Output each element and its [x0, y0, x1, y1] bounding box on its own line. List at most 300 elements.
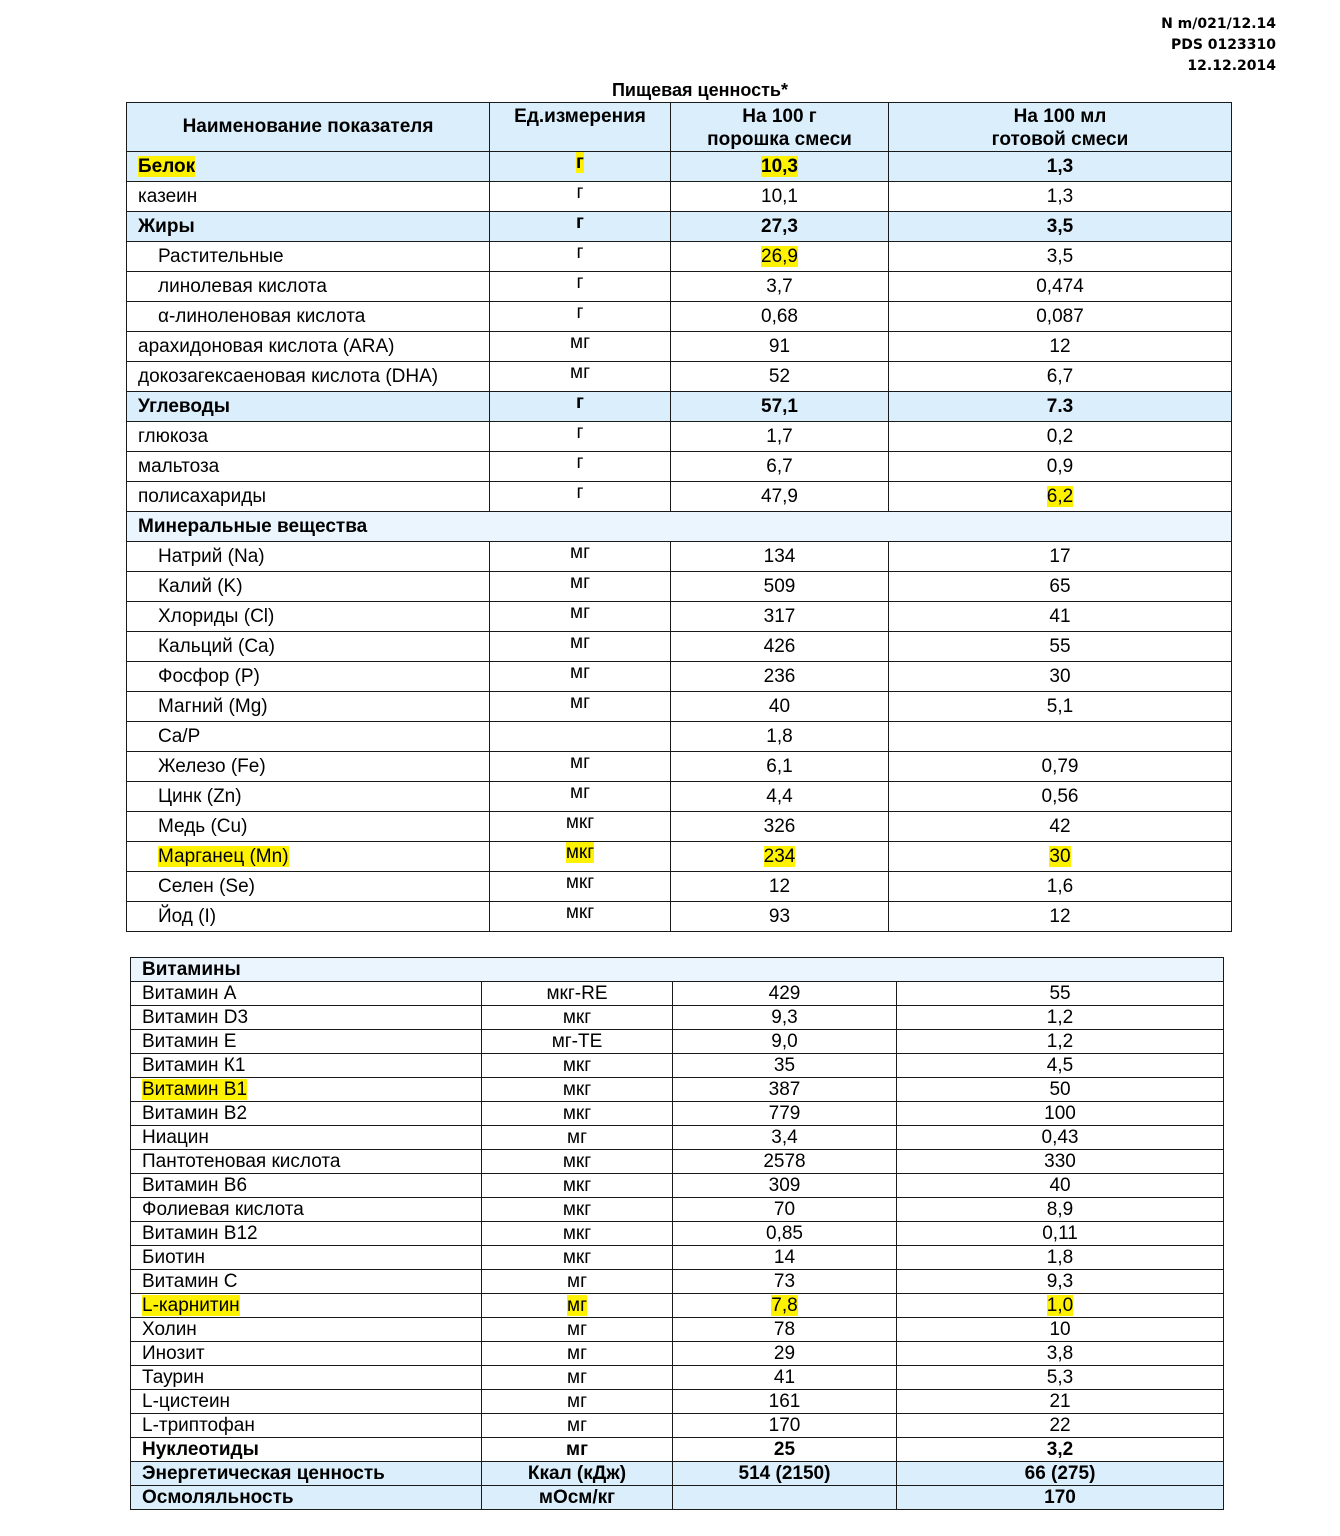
cell-unit — [490, 242, 671, 272]
cell-unit — [490, 782, 671, 812]
cell-unit — [490, 482, 671, 512]
cell-name — [131, 1390, 482, 1414]
table-row — [127, 212, 1232, 242]
cell-per-100ml-text: 3,8 — [1046, 1342, 1074, 1364]
cell-name — [127, 332, 490, 362]
cell-name-text: Йод (I) — [158, 905, 217, 927]
table-row — [127, 272, 1232, 302]
cell-per-100ml — [889, 812, 1232, 842]
cell-per-100g — [673, 1030, 897, 1054]
cell-name-text: Углеводы — [138, 395, 230, 417]
cell-unit — [482, 1486, 673, 1510]
cell-per-100ml-text: 12 — [1049, 905, 1071, 927]
cell-unit-text: мкг — [562, 1102, 592, 1124]
cell-name — [131, 1078, 482, 1102]
cell-per-100g — [671, 212, 889, 242]
cell-per-100ml — [897, 1414, 1224, 1438]
cell-name — [131, 1486, 482, 1510]
cell-per-100g — [671, 332, 889, 362]
cell-per-100ml-text: 0,2 — [1046, 425, 1074, 447]
section-header — [131, 958, 1224, 982]
cell-per-100ml-text: 8,9 — [1046, 1198, 1074, 1220]
cell-per-100ml — [897, 1486, 1224, 1510]
cell-per-100ml — [897, 1270, 1224, 1294]
cell-per-100ml — [889, 242, 1232, 272]
cell-name — [131, 1174, 482, 1198]
cell-name — [131, 1150, 482, 1174]
cell-unit-text: мкг-RE — [546, 982, 608, 1004]
cell-per-100g — [673, 1414, 897, 1438]
cell-unit — [482, 1270, 673, 1294]
cell-unit-text: г — [576, 242, 584, 263]
cell-per-100g-text: 134 — [763, 545, 796, 567]
table-row — [131, 1414, 1224, 1438]
cell-unit-text: мкг — [562, 1006, 592, 1028]
cell-per-100ml-text: 1,3 — [1046, 155, 1074, 177]
table-row — [131, 1270, 1224, 1294]
cell-name — [127, 842, 490, 872]
cell-name — [131, 1198, 482, 1222]
cell-name-text: Таурин — [142, 1366, 205, 1388]
cell-unit-text: мг — [567, 1318, 587, 1340]
cell-unit — [482, 1438, 673, 1462]
cell-name — [131, 1270, 482, 1294]
cell-unit — [490, 692, 671, 722]
cell-per-100g — [673, 1006, 897, 1030]
cell-per-100g — [673, 1318, 897, 1342]
cell-per-100g — [673, 1054, 897, 1078]
table-row — [127, 482, 1232, 512]
cell-per-100ml-text: 30 — [1049, 845, 1071, 867]
cell-name — [131, 1222, 482, 1246]
cell-per-100ml — [889, 272, 1232, 302]
cell-per-100g-text: 27,3 — [761, 215, 798, 237]
cell-per-100g-text: 170 — [768, 1414, 801, 1436]
cell-per-100g — [673, 1366, 897, 1390]
table-row — [131, 1438, 1224, 1462]
cell-unit — [482, 1318, 673, 1342]
cell-name-text: арахидоновая кислота (ARA) — [138, 335, 395, 357]
cell-unit-text: мг — [566, 1438, 588, 1460]
cell-per-100ml — [897, 1174, 1224, 1198]
cell-name — [131, 1438, 482, 1462]
cell-unit-text: мкг — [565, 812, 595, 833]
cell-unit — [490, 152, 671, 182]
cell-name-text: Медь (Cu) — [158, 815, 248, 837]
cell-name-text: мальтоза — [138, 455, 220, 477]
cell-per-100ml — [889, 692, 1232, 722]
cell-unit — [490, 392, 671, 422]
cell-unit — [490, 362, 671, 392]
cell-per-100ml — [889, 422, 1232, 452]
cell-per-100g-text: 4,4 — [766, 785, 793, 807]
table-row — [127, 422, 1232, 452]
cell-per-100g-text: 12 — [768, 875, 791, 897]
table-title: Пищевая ценность* — [611, 80, 789, 100]
table-row — [131, 1222, 1224, 1246]
cell-name — [127, 182, 490, 212]
cell-name — [127, 422, 490, 452]
cell-per-100ml — [889, 392, 1232, 422]
cell-unit — [490, 902, 671, 932]
cell-unit-text: мкг — [562, 1054, 592, 1076]
table-row — [127, 722, 1232, 752]
cell-per-100ml — [889, 452, 1232, 482]
cell-per-100ml — [897, 1366, 1224, 1390]
cell-per-100ml-text: 0,43 — [1041, 1126, 1079, 1148]
cell-per-100ml — [897, 1342, 1224, 1366]
cell-name-text: Марганец (Mn) — [158, 845, 289, 867]
cell-per-100g-text: 47,9 — [761, 485, 798, 507]
cell-per-100g — [673, 1342, 897, 1366]
table-row — [127, 392, 1232, 422]
cell-name — [131, 1318, 482, 1342]
cell-name-text: Витамин D3 — [142, 1006, 249, 1028]
cell-name — [127, 212, 490, 242]
table-row — [127, 782, 1232, 812]
cell-name — [127, 872, 490, 902]
cell-per-100g — [673, 1222, 897, 1246]
cell-per-100g — [671, 752, 889, 782]
cell-name-text: L-цистеин — [142, 1390, 231, 1412]
cell-name-text: Железо (Fe) — [158, 755, 266, 777]
cell-unit — [482, 1006, 673, 1030]
cell-per-100ml-text: 1,3 — [1046, 185, 1074, 207]
section-title: Витамины — [131, 958, 1224, 982]
cell-unit-text: мг — [567, 1414, 587, 1436]
cell-per-100ml — [889, 482, 1232, 512]
cell-name-text: полисахариды — [138, 485, 266, 507]
cell-per-100g — [671, 632, 889, 662]
cell-per-100g-text: 1,7 — [766, 425, 793, 447]
cell-unit — [490, 422, 671, 452]
cell-per-100g-text: 326 — [763, 815, 796, 837]
cell-unit-text: мкг — [565, 872, 595, 893]
table-row — [131, 1366, 1224, 1390]
cell-per-100g-text: 234 — [763, 845, 796, 867]
cell-per-100g-text: 6,1 — [766, 755, 793, 777]
cell-name — [127, 542, 490, 572]
table-row — [131, 1198, 1224, 1222]
cell-unit-text: мг — [570, 572, 590, 593]
cell-name-text: Витамин В2 — [142, 1102, 248, 1124]
cell-name-text: Витамин В12 — [142, 1222, 258, 1244]
table-row — [127, 182, 1232, 212]
cell-per-100ml-text: 5,3 — [1046, 1366, 1074, 1388]
cell-name-text: Кальций (Ca) — [158, 635, 275, 657]
cell-name-text: Белок — [138, 155, 196, 177]
cell-per-100g-text: 14 — [773, 1246, 796, 1268]
cell-name — [131, 1462, 482, 1486]
table-row — [127, 692, 1232, 722]
header-row — [127, 103, 1232, 152]
cell-name — [127, 782, 490, 812]
cell-name — [131, 1102, 482, 1126]
cell-name — [131, 982, 482, 1006]
cell-per-100g-text: 387 — [768, 1078, 801, 1100]
cell-per-100ml-text: 0,56 — [1041, 785, 1079, 807]
cell-per-100g — [673, 1294, 897, 1318]
cell-name-text: Пантотеновая кислота — [142, 1150, 341, 1172]
cell-per-100ml — [897, 1078, 1224, 1102]
table-row — [127, 812, 1232, 842]
cell-unit-text: мкг — [562, 1198, 592, 1220]
cell-name-text: Биотин — [142, 1246, 206, 1268]
cell-per-100ml-text: 22 — [1049, 1414, 1071, 1436]
cell-per-100g-text: 91 — [768, 335, 791, 357]
cell-per-100g-text: 426 — [763, 635, 796, 657]
cell-per-100ml — [889, 752, 1232, 782]
cell-unit-text: мг-ТЕ — [551, 1030, 603, 1052]
cell-per-100g — [671, 692, 889, 722]
cell-per-100g — [673, 1078, 897, 1102]
cell-name — [127, 152, 490, 182]
cell-name — [131, 1294, 482, 1318]
cell-per-100g — [671, 812, 889, 842]
cell-unit — [490, 752, 671, 782]
cell-name-text: Хлориды (Cl) — [158, 605, 275, 627]
cell-unit — [482, 1366, 673, 1390]
cell-per-100g-text: 25 — [773, 1438, 796, 1460]
cell-unit — [490, 572, 671, 602]
cell-unit-text: мг — [570, 782, 590, 803]
cell-unit-text: мг — [567, 1126, 587, 1148]
table-row — [127, 542, 1232, 572]
header-name: Наименование показателя — [127, 103, 490, 152]
cell-name — [127, 242, 490, 272]
cell-unit — [490, 722, 671, 752]
cell-unit — [490, 872, 671, 902]
cell-per-100ml — [889, 722, 1232, 752]
table-row — [131, 1486, 1224, 1510]
cell-name-text: Витамин С — [142, 1270, 238, 1292]
cell-per-100ml — [897, 1246, 1224, 1270]
cell-per-100ml-text: 6,2 — [1046, 485, 1074, 507]
section-title: Минеральные вещества — [127, 512, 1232, 542]
cell-per-100g-text: 3,4 — [771, 1126, 798, 1148]
cell-per-100ml-text: 41 — [1049, 605, 1071, 627]
cell-per-100g-text: 93 — [768, 905, 791, 927]
cell-name — [131, 1054, 482, 1078]
cell-unit — [490, 272, 671, 302]
cell-per-100g — [671, 542, 889, 572]
cell-per-100g-text: 41 — [773, 1366, 796, 1388]
cell-name — [127, 362, 490, 392]
table-row — [127, 332, 1232, 362]
cell-per-100g — [673, 1150, 897, 1174]
cell-name-text: Магний (Mg) — [158, 695, 268, 717]
cell-per-100ml — [889, 872, 1232, 902]
cell-name-text: Нуклеотиды — [142, 1438, 259, 1460]
cell-name-text: Осмоляльность — [142, 1486, 294, 1508]
cell-unit — [482, 982, 673, 1006]
cell-unit-text: мг — [567, 1390, 587, 1412]
cell-per-100g-text: 429 — [768, 982, 801, 1004]
cell-per-100g-text: 509 — [763, 575, 796, 597]
cell-per-100ml-text: 0,474 — [1036, 275, 1084, 297]
cell-unit — [482, 1150, 673, 1174]
cell-per-100ml — [897, 982, 1224, 1006]
cell-per-100ml — [889, 902, 1232, 932]
cell-per-100ml-text: 100 — [1044, 1102, 1076, 1124]
cell-name-text: L-карнитин — [142, 1294, 240, 1316]
cell-name-text: Витамин В1 — [142, 1078, 248, 1100]
cell-name-text: α-линоленовая кислота — [158, 305, 366, 327]
cell-per-100g-text: 26,9 — [761, 245, 798, 267]
cell-unit — [490, 602, 671, 632]
cell-unit-text: Ккал (кДж) — [527, 1462, 627, 1484]
cell-name-text: Витамин К1 — [142, 1054, 246, 1076]
cell-unit — [490, 212, 671, 242]
cell-per-100ml — [897, 1198, 1224, 1222]
cell-name — [127, 662, 490, 692]
cell-unit — [482, 1126, 673, 1150]
table-row — [131, 1030, 1224, 1054]
cell-per-100ml — [897, 1294, 1224, 1318]
table-row — [131, 1102, 1224, 1126]
table-row — [131, 1054, 1224, 1078]
cell-unit — [482, 1390, 673, 1414]
cell-per-100ml — [889, 362, 1232, 392]
cell-per-100g — [673, 1174, 897, 1198]
cell-unit — [482, 1198, 673, 1222]
nutrition-table — [126, 102, 1232, 932]
cell-per-100ml-text: 0,11 — [1042, 1222, 1078, 1244]
cell-name — [127, 392, 490, 422]
cell-unit-text: мг — [570, 662, 590, 683]
cell-per-100ml — [897, 1318, 1224, 1342]
table-row — [127, 662, 1232, 692]
cell-unit — [482, 1414, 673, 1438]
cell-per-100g — [673, 1486, 897, 1510]
table-row — [131, 1006, 1224, 1030]
doc-date: 12.12.2014 — [1187, 58, 1276, 74]
cell-name-text: Фолиевая кислота — [142, 1198, 304, 1220]
cell-unit — [490, 332, 671, 362]
cell-per-100ml-text: 0,79 — [1041, 755, 1079, 777]
cell-per-100ml-text: 4,5 — [1046, 1054, 1074, 1076]
cell-name-text: Холин — [142, 1318, 197, 1340]
doc-number: N m/021/12.14 — [1161, 16, 1276, 32]
cell-per-100ml-text: 1,6 — [1046, 875, 1074, 897]
table-row — [127, 752, 1232, 782]
cell-per-100g — [671, 722, 889, 752]
cell-per-100ml-text: 1,0 — [1046, 1294, 1074, 1316]
cell-per-100ml-text: 3,5 — [1046, 215, 1074, 237]
cell-per-100g — [673, 982, 897, 1006]
cell-per-100ml-text: 9,3 — [1046, 1270, 1074, 1292]
cell-per-100g — [671, 842, 889, 872]
table-row — [131, 1318, 1224, 1342]
cell-name — [127, 602, 490, 632]
cell-per-100ml-text: 1,8 — [1046, 1246, 1074, 1268]
cell-unit-text: г — [576, 422, 584, 443]
section-header — [127, 512, 1232, 542]
cell-per-100g — [671, 272, 889, 302]
cell-per-100ml — [889, 572, 1232, 602]
cell-unit — [490, 842, 671, 872]
table-row — [127, 152, 1232, 182]
cell-per-100g-text: 3,7 — [766, 275, 793, 297]
cell-per-100ml — [889, 302, 1232, 332]
cell-per-100ml — [889, 842, 1232, 872]
cell-name-text: Витамин А — [142, 982, 237, 1004]
cell-per-100g — [671, 392, 889, 422]
cell-name-text: L-триптофан — [142, 1414, 255, 1436]
cell-name — [131, 1246, 482, 1270]
table-row — [131, 1294, 1224, 1318]
cell-per-100ml — [897, 1006, 1224, 1030]
cell-unit-text: мг — [567, 1270, 587, 1292]
table-row — [131, 1246, 1224, 1270]
cell-per-100g — [673, 1126, 897, 1150]
cell-per-100ml — [889, 602, 1232, 632]
cell-per-100ml — [897, 1222, 1224, 1246]
table-row — [131, 1078, 1224, 1102]
cell-per-100g-text: 78 — [773, 1318, 796, 1340]
cell-name-text: Цинк (Zn) — [158, 785, 242, 807]
cell-name — [127, 722, 490, 752]
cell-per-100g — [671, 782, 889, 812]
cell-per-100g-text: 9,3 — [771, 1006, 798, 1028]
cell-per-100ml-text: 55 — [1049, 635, 1071, 657]
cell-per-100g-text: 10,3 — [761, 155, 798, 177]
cell-per-100ml-text: 42 — [1049, 815, 1071, 837]
cell-per-100ml — [889, 182, 1232, 212]
cell-name-text: Натрий (Na) — [158, 545, 265, 567]
cell-per-100g-text: 35 — [773, 1054, 796, 1076]
cell-per-100g — [671, 902, 889, 932]
cell-unit-text: г — [576, 212, 584, 233]
cell-name — [127, 452, 490, 482]
table-row — [127, 302, 1232, 332]
cell-unit — [490, 302, 671, 332]
cell-name-text: казеин — [138, 185, 198, 207]
cell-unit-text: мкг — [562, 1150, 592, 1172]
table-row — [127, 902, 1232, 932]
cell-per-100ml — [889, 212, 1232, 242]
table-row — [127, 872, 1232, 902]
cell-unit-text: мкг — [562, 1222, 592, 1244]
table-row — [127, 572, 1232, 602]
cell-name-text: Фосфор (P) — [158, 665, 260, 687]
cell-unit-text: г — [576, 482, 584, 503]
document-reference — [1161, 14, 1276, 77]
cell-unit-text: г — [576, 392, 584, 413]
cell-unit — [490, 662, 671, 692]
cell-per-100g — [673, 1390, 897, 1414]
cell-per-100ml-text: 0,9 — [1046, 455, 1074, 477]
cell-per-100ml-text: 3,2 — [1046, 1438, 1074, 1460]
cell-unit — [482, 1294, 673, 1318]
cell-per-100ml-text: 66 (275) — [1024, 1462, 1096, 1484]
cell-name-text: Калий (K) — [158, 575, 243, 597]
cell-unit-text: мкг — [562, 1174, 592, 1196]
cell-name-text: докозагексаеновая кислота (DHA) — [138, 365, 439, 387]
table-row — [131, 1342, 1224, 1366]
cell-unit — [482, 1078, 673, 1102]
cell-name — [131, 1342, 482, 1366]
cell-per-100ml — [889, 152, 1232, 182]
cell-unit-text: мг — [570, 542, 590, 563]
cell-name-text: Витамин Е — [142, 1030, 237, 1052]
vitamins-table — [130, 957, 1224, 1510]
cell-per-100g-text: 0,68 — [761, 305, 798, 327]
cell-unit-text: мг — [567, 1366, 587, 1388]
cell-per-100g — [671, 422, 889, 452]
cell-per-100ml-text: 12 — [1049, 335, 1071, 357]
table-row — [127, 242, 1232, 272]
